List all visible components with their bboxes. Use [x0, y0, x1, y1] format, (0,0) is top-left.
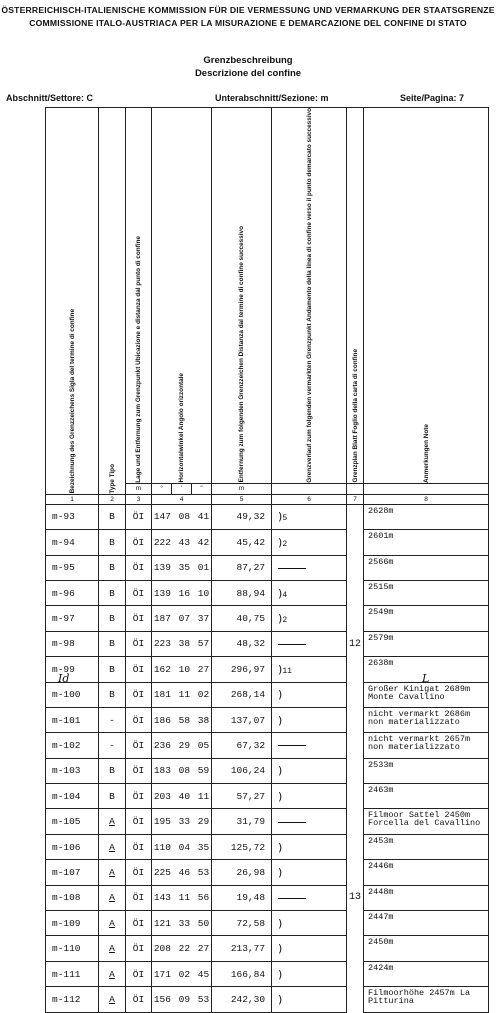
- marker-id: m-106: [46, 834, 99, 859]
- straight-line-icon: [278, 745, 306, 746]
- curved-line-icon: ): [278, 840, 283, 854]
- horizontal-angle: 208 22 27: [152, 936, 212, 961]
- marker-type: B: [99, 784, 126, 809]
- horizontal-angle: 121 33 50: [152, 911, 212, 936]
- horizontal-angle: 183 08 59: [152, 758, 212, 783]
- boundary-course: [272, 809, 347, 834]
- note: 2566m: [364, 555, 489, 580]
- boundary-course: )11: [272, 657, 347, 682]
- marker-position: ÖI: [126, 657, 152, 682]
- straight-line-icon: [278, 568, 306, 569]
- marker-position: ÖI: [126, 885, 152, 910]
- marker-id: m-93: [46, 504, 99, 529]
- note: 2448m: [364, 885, 489, 910]
- title-it: Descrizione del confine: [194, 68, 302, 79]
- marker-type: B: [99, 631, 126, 656]
- sub-unit-deg: °: [152, 483, 172, 494]
- marker-id: m-98: [46, 631, 99, 656]
- distance: 87,27: [212, 555, 272, 580]
- boundary-table: [45, 107, 489, 1013]
- note: nicht vermarkt 2686m non materializzato: [364, 707, 489, 732]
- col-header-notes: Anmerkungen Note: [364, 108, 489, 484]
- marker-type: B: [99, 580, 126, 605]
- marker-position: ÖI: [126, 530, 152, 555]
- marker-type: A: [99, 936, 126, 961]
- distance: 242,30: [212, 987, 272, 1012]
- boundary-course: [272, 555, 347, 580]
- col-header-angle: Horizontalwinkel Angolo orizzontale: [152, 108, 212, 484]
- marker-type: A: [99, 911, 126, 936]
- distance: 137,07: [212, 707, 272, 732]
- table-row: [46, 631, 489, 656]
- col-num: 7: [347, 494, 364, 504]
- note: 2450m: [364, 936, 489, 961]
- sheet-number: 13: [347, 784, 364, 1013]
- marker-type: -: [99, 733, 126, 758]
- marker-type: B: [99, 530, 126, 555]
- note: 2601m: [364, 530, 489, 555]
- table-row: [46, 987, 489, 1012]
- marker-id: m-104: [46, 784, 99, 809]
- boundary-course: [272, 834, 347, 859]
- col-header-distance: Entfernung zum folgenden Grenzzeichen Distanza dal termine di confine successivo: [212, 108, 272, 484]
- marker-type: -: [99, 707, 126, 732]
- note: 2628m: [364, 504, 489, 529]
- distance: 296,97: [212, 657, 272, 682]
- sub-unit-min: ': [172, 483, 192, 494]
- sub-unit-m2: m: [212, 483, 272, 494]
- marker-id: m-109: [46, 911, 99, 936]
- boundary-course: [272, 936, 347, 961]
- table-row: [46, 936, 489, 961]
- horizontal-angle: 143 11 56: [152, 885, 212, 910]
- sub-unit-m: m: [126, 483, 152, 494]
- col-header-course: Grenzverlauf zum folgenden vermarkten Grenzpunkt Andamento della linea di confine verso il punto demarcato successivo: [272, 108, 347, 484]
- distance: 48,32: [212, 631, 272, 656]
- section-label: Abschnitt/Settore: C: [6, 93, 94, 103]
- marker-position: ÖI: [126, 707, 152, 732]
- distance: 19,48: [212, 885, 272, 910]
- marker-position: ÖI: [126, 961, 152, 986]
- col-header-position: Lage und Entfernung zum Grenzpunkt Ubicazione e distanza dal punto di confine: [126, 108, 152, 484]
- subsection-label: Unterabschnitt/Sezione: m: [215, 93, 329, 103]
- marker-position: ÖI: [126, 555, 152, 580]
- note: 2453m: [364, 834, 489, 859]
- marker-position: ÖI: [126, 733, 152, 758]
- horizontal-angle: 147 08 41: [152, 504, 212, 529]
- note: 2447m: [364, 911, 489, 936]
- col-header-type: Type Tipo: [99, 108, 126, 495]
- boundary-course: [272, 758, 347, 783]
- marker-type: A: [99, 987, 126, 1012]
- boundary-course: )2: [272, 530, 347, 555]
- marker-position: ÖI: [126, 606, 152, 631]
- curved-line-icon: ): [278, 942, 283, 956]
- table-row: [46, 809, 489, 834]
- marker-position: ÖI: [126, 631, 152, 656]
- curved-line-icon: ): [278, 612, 283, 626]
- marker-position: ÖI: [126, 758, 152, 783]
- marker-type: B: [99, 657, 126, 682]
- marker-id: m-97: [46, 606, 99, 631]
- horizontal-angle: 156 09 53: [152, 987, 212, 1012]
- table-row: [46, 911, 489, 936]
- col-num: 1: [46, 494, 99, 504]
- marker-position: ÖI: [126, 784, 152, 809]
- horizontal-angle: 203 40 11: [152, 784, 212, 809]
- note: Filmoorhöhe 2457m La Pitturina: [364, 987, 489, 1012]
- marker-id: m-100: [46, 682, 99, 707]
- marker-id: m-96: [46, 580, 99, 605]
- horizontal-angle: 181 11 02: [152, 682, 212, 707]
- note: 2424m: [364, 961, 489, 986]
- curved-line-icon: ): [278, 967, 283, 981]
- distance: 57,27: [212, 784, 272, 809]
- table-row: [46, 555, 489, 580]
- curved-line-icon: ): [278, 713, 283, 727]
- curved-line-icon: ): [278, 535, 283, 549]
- horizontal-angle: 223 38 57: [152, 631, 212, 656]
- marker-id: m-101: [46, 707, 99, 732]
- marker-type: A: [99, 961, 126, 986]
- boundary-course: [272, 961, 347, 986]
- distance: 72,58: [212, 911, 272, 936]
- title-de: Grenzbeschreibung: [203, 55, 293, 66]
- boundary-course: [272, 911, 347, 936]
- marker-id: m-95: [46, 555, 99, 580]
- table-row: [46, 530, 489, 555]
- curved-line-icon: ): [278, 662, 283, 676]
- distance: 26,98: [212, 860, 272, 885]
- boundary-course: [272, 682, 347, 707]
- note: 2638m: [364, 657, 489, 682]
- col-num: 6: [272, 494, 347, 504]
- distance: 31,79: [212, 809, 272, 834]
- marker-position: ÖI: [126, 911, 152, 936]
- horizontal-angle: 195 33 29: [152, 809, 212, 834]
- table-row: [46, 885, 489, 910]
- distance: 88,94: [212, 580, 272, 605]
- table-row: [46, 504, 489, 529]
- header-line-de: ÖSTERREICHISCH-ITALIENISCHE KOMMISSION FÜR DIE VERMESSUNG UND VERMARKUNG DER STAATSGRENZE: [1, 5, 495, 15]
- table-row: [46, 758, 489, 783]
- curved-line-icon: ): [278, 789, 283, 803]
- horizontal-angle: 139 16 10: [152, 580, 212, 605]
- header-line-it: COMMISSIONE ITALO-AUSTRIACA PER LA MISURAZIONE E DEMARCAZIONE DEL CONFINE DI STATO: [29, 18, 467, 28]
- marker-id: m-105: [46, 809, 99, 834]
- marker-id: m-107: [46, 860, 99, 885]
- curved-line-icon: ): [278, 865, 283, 879]
- note: 2533m: [364, 758, 489, 783]
- boundary-course: [272, 733, 347, 758]
- straight-line-icon: [278, 822, 306, 823]
- col-num: 2: [99, 494, 126, 504]
- distance: 213,77: [212, 936, 272, 961]
- marker-position: ÖI: [126, 936, 152, 961]
- note: Großer Kinigat 2689m Monte Cavallino: [364, 682, 489, 707]
- col-num: 8: [364, 494, 489, 504]
- curved-line-icon: ): [278, 510, 283, 524]
- table-row: [46, 961, 489, 986]
- marker-type: A: [99, 860, 126, 885]
- table-row: [46, 580, 489, 605]
- distance: 40,75: [212, 606, 272, 631]
- boundary-course: [272, 885, 347, 910]
- horizontal-angle: 225 46 53: [152, 860, 212, 885]
- distance: 166,84: [212, 961, 272, 986]
- marker-type: A: [99, 834, 126, 859]
- horizontal-angle: 222 43 42: [152, 530, 212, 555]
- straight-line-icon: [278, 644, 306, 645]
- marker-id: m-112: [46, 987, 99, 1012]
- marker-position: ÖI: [126, 834, 152, 859]
- note: 2579m: [364, 631, 489, 656]
- marker-position: ÖI: [126, 987, 152, 1012]
- marker-id: m-103: [46, 758, 99, 783]
- table-row: [46, 682, 489, 707]
- boundary-course: [272, 987, 347, 1012]
- horizontal-angle: 139 35 01: [152, 555, 212, 580]
- sub-unit-sec: ": [192, 483, 212, 494]
- col-header-sheet: Grenzplan Blatt Foglio della carta di confine: [347, 108, 364, 484]
- footer-initials-right: L: [422, 672, 430, 685]
- table-row: [46, 707, 489, 732]
- horizontal-angle: 236 29 05: [152, 733, 212, 758]
- marker-id: m-99: [46, 657, 99, 682]
- table-row: [46, 860, 489, 885]
- distance: 67,32: [212, 733, 272, 758]
- col-num: 5: [212, 494, 272, 504]
- boundary-course: [272, 860, 347, 885]
- distance: 49,32: [212, 504, 272, 529]
- boundary-course: )2: [272, 606, 347, 631]
- straight-line-icon: [278, 898, 306, 899]
- marker-type: A: [99, 809, 126, 834]
- curved-line-icon: ): [278, 764, 283, 778]
- note: 2549m: [364, 606, 489, 631]
- marker-position: ÖI: [126, 682, 152, 707]
- curved-line-icon: ): [278, 992, 283, 1006]
- page-label: Seite/Pagina: 7: [400, 93, 465, 103]
- marker-id: m-111: [46, 961, 99, 986]
- marker-type: B: [99, 555, 126, 580]
- marker-type: A: [99, 885, 126, 910]
- col-num: 4: [152, 494, 212, 504]
- note: 2515m: [364, 580, 489, 605]
- table-row: [46, 834, 489, 859]
- distance: 45,42: [212, 530, 272, 555]
- horizontal-angle: 186 58 38: [152, 707, 212, 732]
- note: 2446m: [364, 860, 489, 885]
- marker-position: ÖI: [126, 809, 152, 834]
- note: Filmoor Sattel 2450m Forcella del Cavallino: [364, 809, 489, 834]
- note: 2463m: [364, 784, 489, 809]
- horizontal-angle: 162 10 27: [152, 657, 212, 682]
- marker-type: B: [99, 504, 126, 529]
- boundary-course: )5: [272, 504, 347, 529]
- horizontal-angle: 171 02 45: [152, 961, 212, 986]
- boundary-course: )4: [272, 580, 347, 605]
- marker-position: ÖI: [126, 580, 152, 605]
- marker-id: m-102: [46, 733, 99, 758]
- marker-position: ÖI: [126, 504, 152, 529]
- curved-line-icon: ): [278, 586, 283, 600]
- table-row: [46, 733, 489, 758]
- marker-id: m-110: [46, 936, 99, 961]
- note: nicht vermarkt 2657m non materializzato: [364, 733, 489, 758]
- marker-position: ÖI: [126, 860, 152, 885]
- horizontal-angle: 187 07 37: [152, 606, 212, 631]
- curved-line-icon: ): [278, 916, 283, 930]
- distance: 106,24: [212, 758, 272, 783]
- footer-initials-left: Id: [58, 672, 70, 685]
- distance: 125,72: [212, 834, 272, 859]
- distance: 268,14: [212, 682, 272, 707]
- table-row: [46, 784, 489, 809]
- col-header-id: Bezeichnung des Grenzzeichens Sigla del termine di confine: [46, 108, 99, 495]
- col-num: 3: [126, 494, 152, 504]
- horizontal-angle: 110 04 35: [152, 834, 212, 859]
- marker-type: B: [99, 606, 126, 631]
- table-row: [46, 606, 489, 631]
- marker-type: B: [99, 682, 126, 707]
- boundary-course: [272, 784, 347, 809]
- boundary-course: [272, 631, 347, 656]
- curved-line-icon: ): [278, 688, 283, 702]
- sheet-number: 12: [347, 504, 364, 783]
- boundary-course: [272, 707, 347, 732]
- marker-id: m-108: [46, 885, 99, 910]
- marker-id: m-94: [46, 530, 99, 555]
- marker-type: B: [99, 758, 126, 783]
